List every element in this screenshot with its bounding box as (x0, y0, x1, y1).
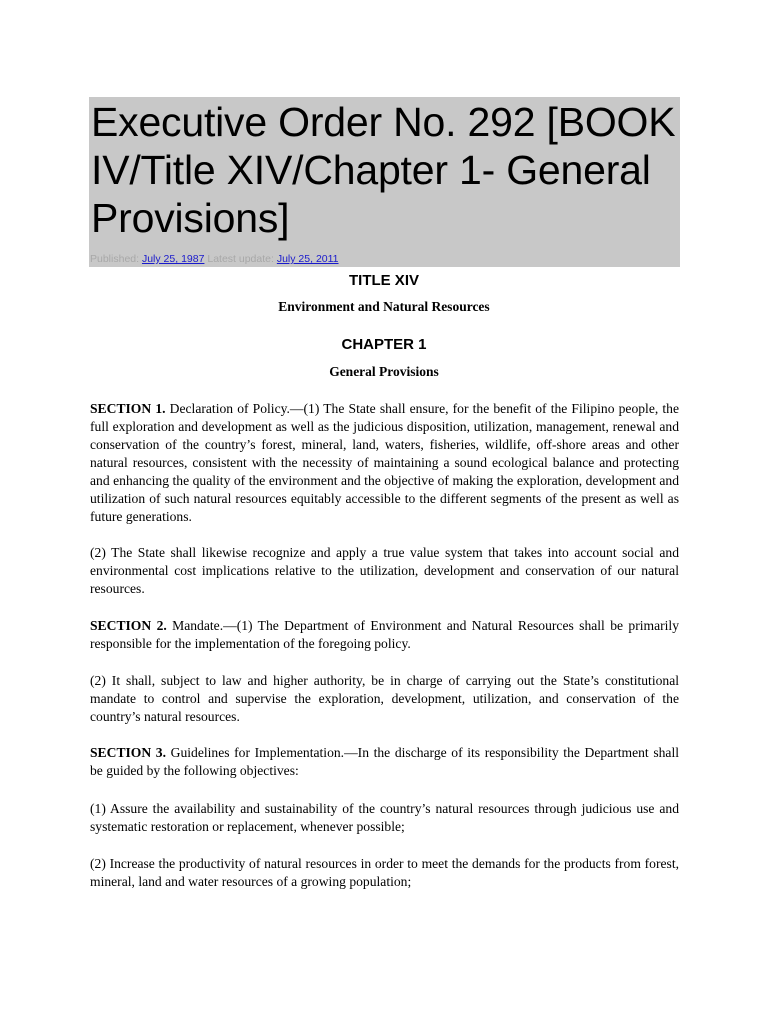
section-2-subparagraph-2 (90, 672, 679, 726)
chapter-subheading: General Provisions (329, 364, 439, 379)
chapter-heading: CHAPTER 1 (341, 336, 427, 353)
section-3-objective-1 (90, 800, 679, 836)
objective-1-text: (1) Assure the availability and sustainability of the country’s natural resources through judicious use and systematic restoration or replacement, whenever possible; (90, 801, 679, 834)
section-3-objective-2 (90, 855, 679, 891)
section-2-label: SECTION 2. (90, 618, 167, 633)
section-1-subparagraph-2 (90, 544, 679, 598)
document-title: Executive Order No. 292 [BOOK IV/Title XIV/Chapter 1- General Provisions] (91, 99, 676, 241)
section-1-label: SECTION 1. (90, 401, 166, 416)
section-1-paragraph (90, 400, 679, 526)
section-3-text: Guidelines for Implementation.—In the discharge of its responsibility the Department shall be guided by the following objectives: (90, 745, 679, 778)
section-3-paragraph (90, 744, 679, 780)
title-heading: TITLE XIV (348, 272, 419, 289)
objective-2-text: (2) Increase the productivity of natural resources in order to meet the demands for the products from forest, mineral, land and water resources of a growing population; (90, 856, 679, 889)
section-2-text: Mandate.—(1) The Department of Environment and Natural Resources shall be primarily responsible for the implementation of the foregoing policy. (90, 618, 679, 651)
section-2-sub-2-text: (2) It shall, subject to law and higher authority, be in charge of carrying out the State’s constitutional mandate to control and supervise the exploration, development, utilization, and conservation of the country’s natural resources. (90, 673, 679, 724)
update-date-link[interactable]: July 25, 2011 (276, 253, 339, 265)
publication-meta (90, 252, 339, 266)
published-date-link[interactable]: July 25, 1987 (141, 253, 205, 265)
published-label: Published: (90, 253, 140, 265)
section-1-sub-2-text: (2) The State shall likewise recognize and apply a true value system that takes into account social and environmental cost implications relative to the utilization, development and conservation of our natural resources. (90, 545, 679, 596)
section-3-label: SECTION 3. (90, 745, 167, 760)
update-label: Latest update: (207, 253, 274, 265)
title-subheading: Environment and Natural Resources (278, 299, 490, 314)
section-1-text: Declaration of Policy.—(1) The State shall ensure, for the benefit of the Filipino people, the full exploration and development as well as the judicious disposition, utilization, management, renewal and conservation of the country’s forest, mineral, land, waters, fisheries, wildlife, off-shore areas and other natural resources, consistent with the necessity of maintaining a sound ecological balance and protecting and enhancing the quality of the environment and the objective of making the exploration, development and utilization of such natural resources equitably accessible to the different segments of the present as well as future generations. (90, 401, 679, 524)
section-2-paragraph (90, 617, 679, 653)
